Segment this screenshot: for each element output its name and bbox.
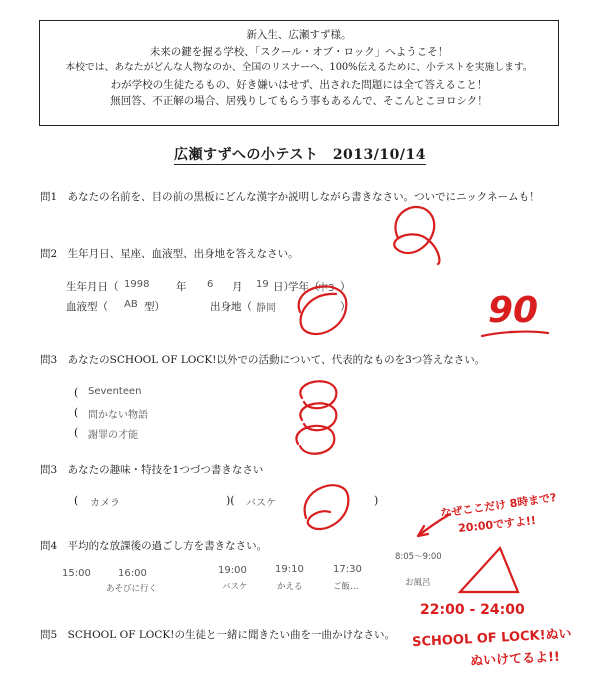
question-4: 問4 平均的な放課後の過ごし方を書きなさい。 [40, 540, 268, 552]
origin-close: ） [340, 301, 351, 313]
grade: 中3 [318, 283, 335, 294]
schedule-note: あそびに行く [106, 584, 158, 594]
activity-answer: Seventeen [88, 386, 142, 397]
origin: 静岡 [256, 303, 276, 314]
month-label: 月 [232, 281, 243, 293]
red-note: 20:00ですよ!! [457, 513, 537, 536]
birth-month: 6 [207, 279, 214, 290]
red-time-range: 22:00 - 24:00 [420, 602, 525, 618]
clock-triangle [460, 548, 518, 592]
birth-day: 19 [256, 279, 269, 290]
question-2: 問2 生年月日、星座、血液型、出身地を答えなさい。 [40, 248, 299, 260]
hobby-answer: カメラ [90, 498, 120, 509]
page-title: 広瀬すずへの小テスト 2013/10/14 [174, 147, 426, 163]
origin-label: 出身地（ [210, 301, 252, 313]
question-hobby: 問3 あなたの趣味・特技を1つづつ書きなさい [40, 464, 264, 476]
schedule-time: 16:00 [118, 568, 147, 579]
header-line: わが学校の生徒たるもの、好き嫌いはせず、出された問題には全て答えること！ [110, 78, 488, 91]
blood-suffix: 型） [144, 301, 165, 313]
birth-label: 生年月日（ [66, 281, 119, 293]
birth-year: 1998 [124, 279, 150, 290]
schedule-note: お風呂 [405, 578, 431, 588]
red-note: SCHOOL OF LOCK!ぬい [411, 626, 572, 651]
day-label: 日） [273, 281, 294, 293]
activity-answer: 問かない物語 [88, 410, 148, 421]
schedule-note: バスケ [222, 582, 248, 592]
header-line: 新入生、広瀬すず様。 [246, 29, 352, 41]
question-1: 問1 あなたの名前を、目の前の黒板にどんな漢字か説明しながら書きなさい。ついでにニックネームも！ [40, 191, 540, 203]
header-line: 本校では、あなたがどんな人物なのか、全国のリスナーへ、100%伝えるために、小テストを実施します。 [65, 62, 533, 73]
question-3: 問3 あなたのSCHOOL OF LOCK!以外での活動について、代表的なものを3つ答えなさい。 [40, 354, 486, 366]
schedule-time: 19:00 [218, 565, 247, 576]
grade-label: 学年（ [288, 281, 320, 293]
correct-mark [305, 485, 349, 529]
schedule-time: 8:05〜9:00 [395, 552, 442, 562]
score-underline [482, 332, 548, 336]
correct-mark [394, 207, 439, 264]
score: 90 [488, 290, 539, 331]
schedule-note: かえる [277, 582, 303, 592]
blood-label: 血液型（ [66, 301, 108, 313]
schedule-time: 19:10 [275, 564, 304, 575]
arrow [418, 514, 450, 536]
activity-answer: 謝罪の才能 [88, 430, 138, 441]
blood-type: AB [124, 299, 138, 310]
header-line: 未来の鍵を握る学校、「スクール・オブ・ロック」へようこそ！ [149, 45, 449, 58]
red-note: なぜここだけ 8時まで? [439, 490, 558, 521]
red-note: ぬいけてるよ!! [469, 649, 561, 670]
skill-answer: バスケ [246, 498, 276, 509]
schedule-time: 17:30 [333, 564, 362, 575]
schedule-time: 15:00 [62, 568, 91, 579]
year-label: 年 [176, 281, 187, 293]
question-5: 問5 SCHOOL OF LOCK!の生徒と一緒に聞きたい曲を一曲かけなさい。 [40, 629, 395, 641]
header-line: 無回答、不正解の場合、居残りしてもらう事もあるんで、そこんとこヨロシク！ [110, 95, 488, 107]
correct-mark [299, 286, 347, 334]
schedule-note: ご飯… [333, 582, 359, 592]
